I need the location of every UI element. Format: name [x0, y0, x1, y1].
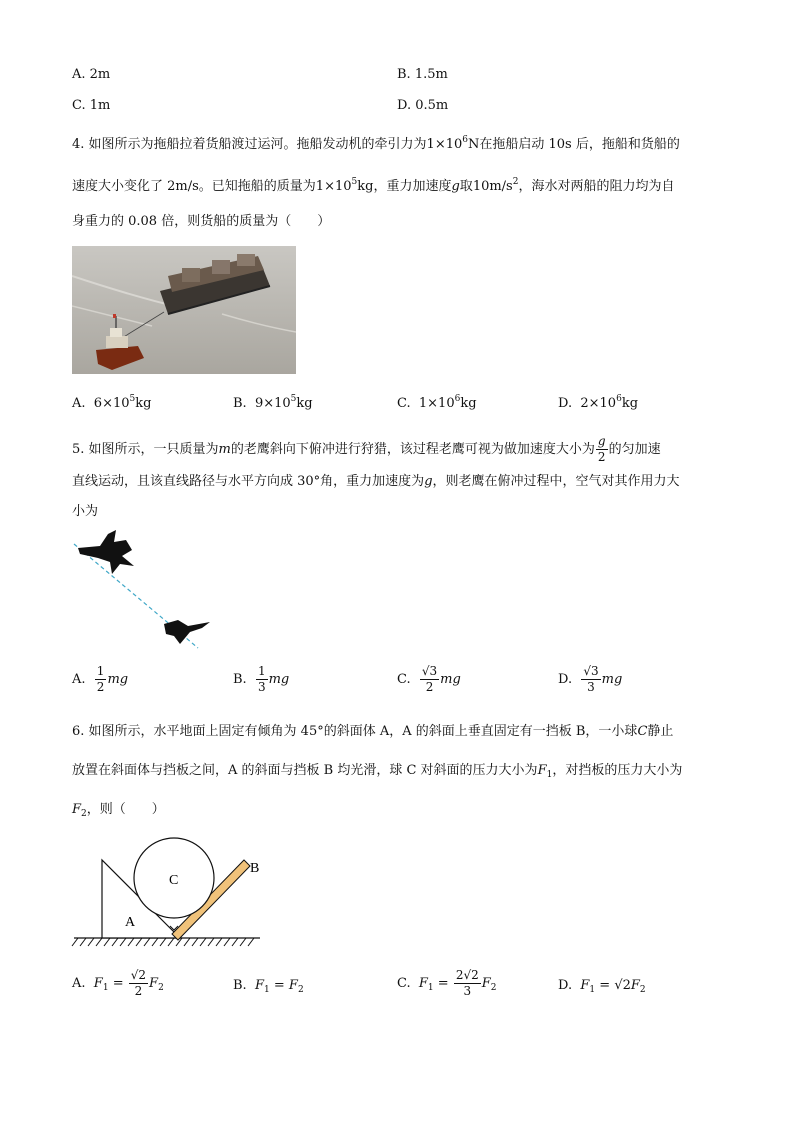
incline-ball-diagram: [70, 826, 270, 952]
q5-option-a: A. $\frac{1}{2}$ mg: [72, 664, 129, 694]
q5-option-c: C. $\frac{√3}{2}$ mg: [397, 664, 461, 694]
q4-option-d: D. $2\times 10^6kg$: [558, 394, 639, 411]
q3-option-b: B. 1.5m: [397, 67, 448, 82]
q5-line-1: 5. 如图所示，一只质量为m的老鹰斜向下俯冲进行狩猎，该过程老鹰可视为做加速度大小为 $\frac{g}{2}$ 的匀加速: [72, 434, 661, 464]
q4-option-c: C. $1\times 10^6kg$: [397, 394, 477, 411]
q4-option-b: B. $9\times 10^5kg$: [233, 394, 313, 411]
q5-line-3: 小为: [72, 504, 99, 519]
q6-line-2: 放置在斜面体与挡板之间，A 的斜面与挡板 B 均光滑，球 C 对斜面的压力大小为$F_1$，对挡板的压力大小为: [72, 763, 683, 780]
tugboat-barge-photo: [72, 246, 296, 374]
q5-option-d: D. $\frac{√3}{3}$ mg: [558, 664, 623, 694]
eagle-diagram: [70, 528, 220, 653]
q6-line-1: 6. 如图所示，水平地面上固定有倾角为 45°的斜面体 A，A 的斜面上垂直固定有一挡板 B，一小球C静止: [72, 724, 674, 739]
label-c: C: [169, 873, 179, 888]
q4-line-1: 4. 如图所示为拖船拉着货船渡过运河。拖船发动机的牵引力为$1\times 10^6N$在拖船启动 10s 后，拖船和货船的: [72, 135, 680, 152]
q3-option-c: C. 1m: [72, 98, 111, 113]
q4-option-a: A. $6\times 10^5kg$: [72, 394, 152, 411]
q6-option-c: C. $F_1$ = $\frac{2√2}{3}$ $F_2$: [397, 968, 497, 998]
q6-option-a: A. $F_1$ = $\frac{√2}{2}$ $F_2$: [72, 968, 164, 998]
q6-option-d: D. $F_1 = √2F_2$: [558, 978, 646, 995]
q3-option-a: A. 2m: [72, 67, 111, 82]
q6-option-b: B. $F_1 = F_2$: [233, 978, 304, 995]
q6-line-3: $F_2$，则（ ）: [72, 802, 165, 819]
q3-option-d: D. 0.5m: [397, 98, 449, 113]
label-b: B: [250, 861, 260, 876]
q4-line-3: 身重力的 0.08 倍，则货船的质量为（ ）: [72, 214, 331, 229]
q4-line-2: 速度大小变化了 2m/s。已知拖船的质量为$1\times 10^5kg$，重力加速度g取$10m/s^2$，海水对两船的阻力均为自: [72, 177, 675, 194]
label-a: A: [125, 915, 136, 930]
g-over-2-fraction: $\frac{g}{2}$: [597, 434, 606, 464]
q5-option-b: B. $\frac{1}{3}$ mg: [233, 664, 290, 694]
q5-line-2: 直线运动，且该直线路径与水平方向成 30°角，重力加速度为g，则老鹰在俯冲过程中，空气对其作用力大: [72, 474, 680, 489]
